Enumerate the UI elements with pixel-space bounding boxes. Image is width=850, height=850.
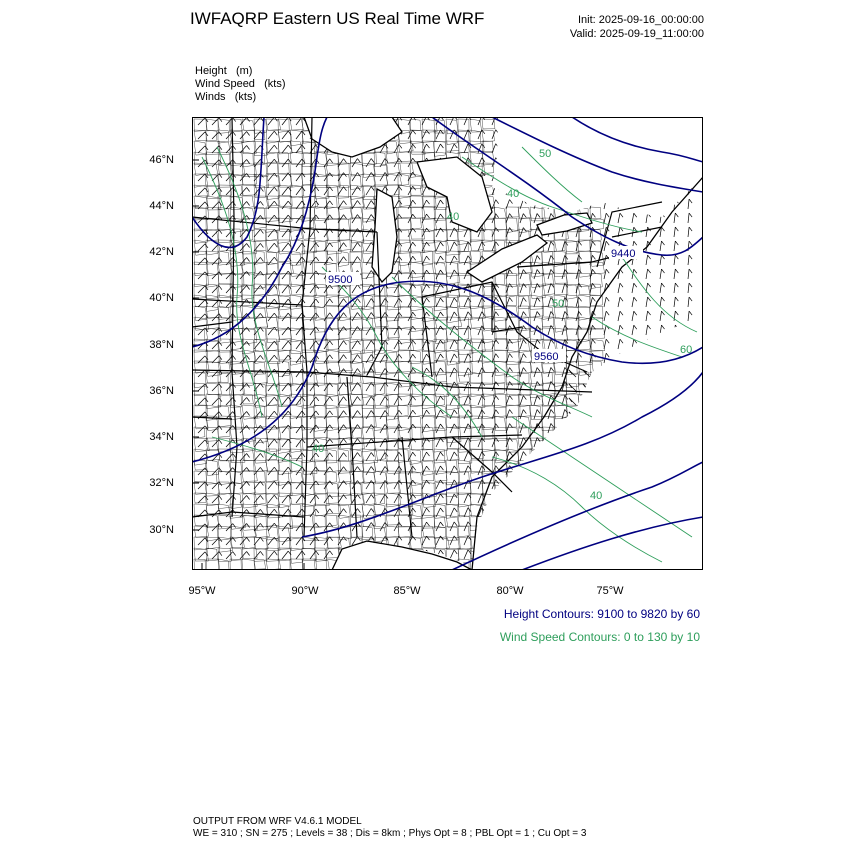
lat-label: 46°N [149,154,174,166]
lat-label: 40°N [149,292,174,304]
footer-model-line: OUTPUT FROM WRF V4.6.1 MODEL [193,816,362,827]
valid-time: Valid: 2025-09-19_11:00:00 [569,28,704,40]
field-height: Height (m) [195,65,253,77]
lon-label: 90°W [291,585,319,597]
lat-label: 44°N [149,200,174,212]
lat-label: 32°N [149,477,174,489]
height-label: 9560 [534,351,559,363]
height-label: 9440 [611,248,636,260]
lat-label: 36°N [149,385,174,397]
map-title: IWFAQRP Eastern US Real Time WRF [190,9,485,28]
lat-label: 34°N [149,431,174,443]
field-winds: Winds (kts) [195,91,257,103]
lon-label: 95°W [188,585,216,597]
footer-config-line: WE = 310 ; SN = 275 ; Levels = 38 ; Dis = 8km ; Phys Opt = 8 ; PBL Opt = 1 ; Cu Opt = 3 [193,828,587,839]
init-time: Init: 2025-09-16_00:00:00 [578,14,704,26]
height-label: 9500 [328,274,353,286]
wind-label: 50 [539,148,552,160]
wind-label: 40 [447,211,460,223]
lat-label: 42°N [149,246,174,258]
weather-map [192,117,703,570]
init-valid-times [570,13,704,41]
height-contour-legend: Height Contours: 9100 to 9820 by 60 [503,607,700,621]
wind-label: 50 [552,298,565,310]
lat-label: 30°N [149,524,174,536]
lat-label: 38°N [149,339,174,351]
wind-contour-legend: Wind Speed Contours: 0 to 130 by 10 [499,630,700,644]
wind-label: 40 [312,443,325,455]
model-footer [193,816,586,840]
wind-label: 40 [507,188,520,200]
wind-label: 60 [680,344,693,356]
field-wind-speed: Wind Speed (kts) [195,78,286,90]
wind-label: 40 [590,490,603,502]
lon-label: 80°W [496,585,524,597]
field-list [195,65,285,104]
lon-label: 75°W [596,585,624,597]
lon-label: 85°W [393,585,421,597]
